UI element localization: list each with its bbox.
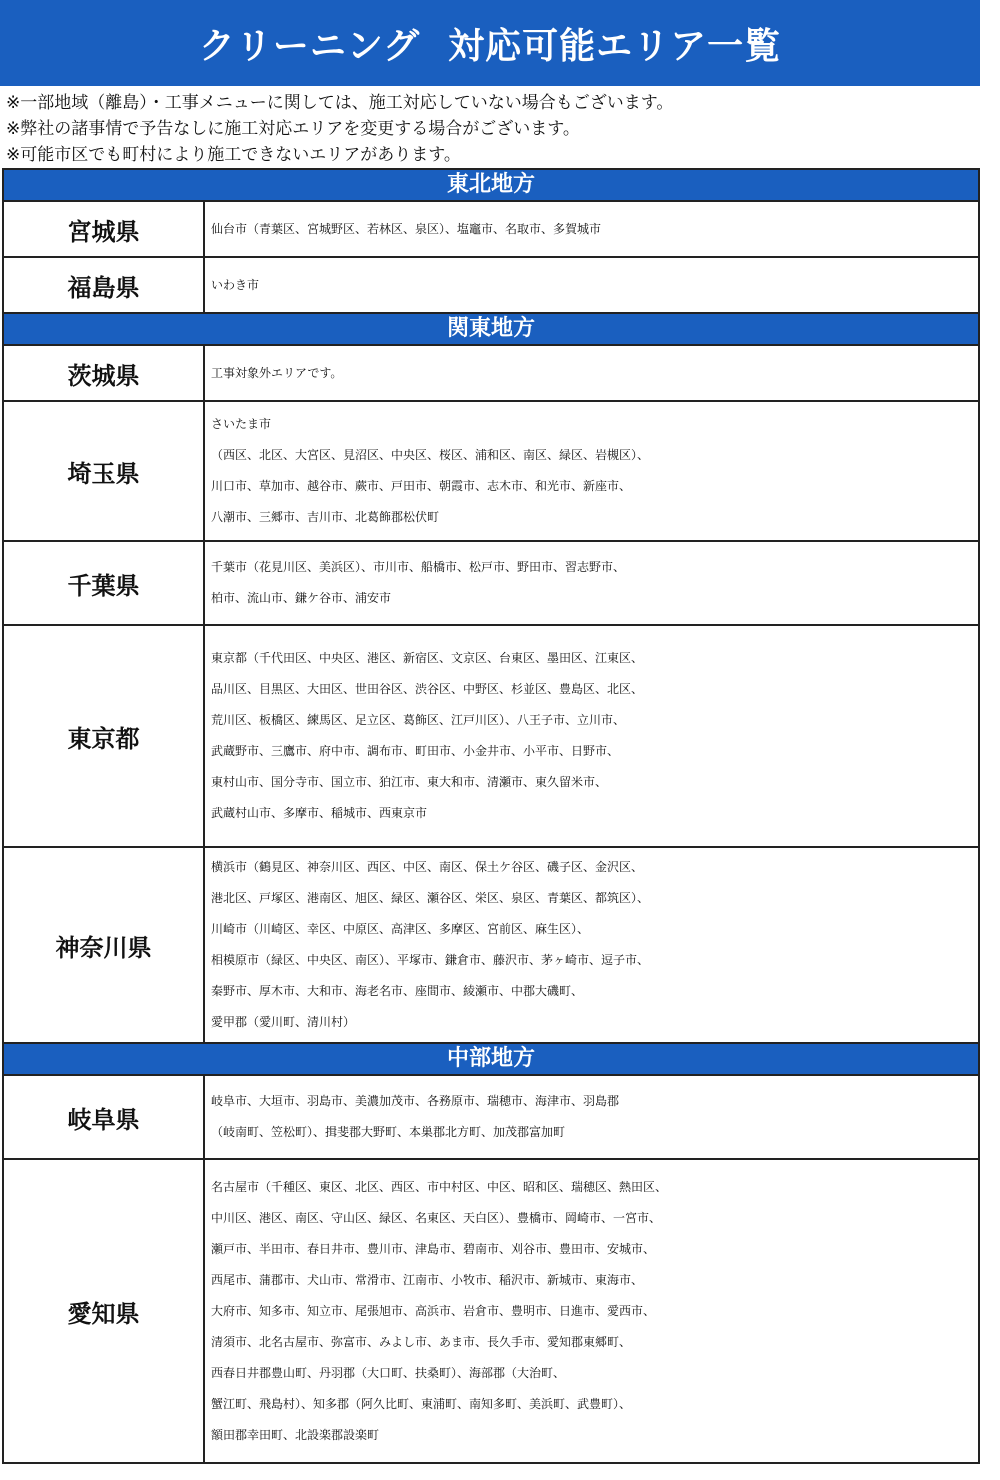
- city-line: 西尾市、蒲郡市、犬山市、常滑市、江南市、小牧市、稲沢市、新城市、東海市、: [211, 1272, 644, 1287]
- city-line: 名古屋市（千種区、東区、北区、西区、市中村区、中区、昭和区、瑞穂区、熱田区、: [211, 1179, 668, 1194]
- city-list: [204, 625, 979, 847]
- city-line: 瀬戸市、半田市、春日井市、豊川市、津島市、碧南市、刈谷市、豊田市、安城市、: [211, 1241, 656, 1256]
- area-table: [2, 168, 980, 1464]
- city-line: さいたま市: [211, 417, 272, 431]
- prefecture-row: [3, 345, 979, 401]
- city-line: 大府市、知多市、知立市、尾張旭市、高浜市、岩倉市、豊明市、日進市、愛西市、: [211, 1303, 656, 1318]
- city-list: [204, 1159, 979, 1463]
- city-line: 柏市、流山市、鎌ケ谷市、浦安市: [211, 591, 392, 605]
- city-list: [204, 541, 979, 625]
- prefecture-row: [3, 257, 979, 313]
- prefecture-row: [3, 201, 979, 257]
- city-line: 秦野市、厚木市、大和市、海老名市、座間市、綾瀬市、中郡大磯町、: [211, 984, 584, 998]
- note-line: ※可能市区でも町村により施工できないエリアがあります。: [6, 145, 461, 165]
- title-part-1: クリーニング: [198, 25, 421, 67]
- prefecture-name: 茨城県: [3, 345, 204, 401]
- page-title: [0, 0, 980, 86]
- prefecture-row: [3, 625, 979, 847]
- city-line: 工事対象外エリアです。: [211, 365, 343, 380]
- prefecture-name: 愛知県: [3, 1159, 204, 1463]
- region-name: 関東地方: [3, 313, 979, 345]
- city-line: 蟹江町、飛島村）、知多郡（阿久比町、東浦町、南知多町、美浜町、武豊町）、: [211, 1396, 632, 1411]
- city-line: 川口市、草加市、越谷市、蕨市、戸田市、朝霞市、志木市、和光市、新座市、: [211, 479, 632, 493]
- city-line: 愛甲郡（愛川町、清川村）: [211, 1015, 356, 1029]
- prefecture-name: 岐阜県: [3, 1075, 204, 1159]
- region-header-row: [3, 313, 979, 345]
- city-line: 八潮市、三郷市、吉川市、北葛飾郡松伏町: [211, 510, 440, 524]
- city-line: 東村山市、国分寺市、国立市、狛江市、東大和市、清瀬市、東久留米市、: [211, 775, 608, 789]
- prefecture-name: 埼玉県: [3, 401, 204, 541]
- region-name: 東北地方: [3, 169, 979, 201]
- city-line: 西春日井郡豊山町、丹羽郡（大口町、扶桑町）、海部郡（大治町、: [211, 1365, 566, 1380]
- city-line: 川崎市（川崎区、幸区、中原区、高津区、多摩区、宮前区、麻生区）、: [211, 922, 590, 936]
- city-line: 千葉市（花見川区、美浜区）、市川市、船橋市、松戸市、野田市、習志野市、: [211, 560, 626, 574]
- city-line: 仙台市（青葉区、宮城野区、若林区、泉区）、塩竈市、名取市、多賀城市: [211, 221, 602, 236]
- city-line: 額田郡幸田町、北設楽郡設楽町: [211, 1427, 380, 1442]
- city-line: 清須市、北名古屋市、弥富市、みよし市、あま市、長久手市、愛知郡東郷町、: [211, 1334, 632, 1349]
- city-line: 荒川区、板橋区、練馬区、足立区、葛飾区、江戸川区）、八王子市、立川市、: [211, 713, 626, 727]
- prefecture-name: 千葉県: [3, 541, 204, 625]
- city-line: 中川区、港区、南区、守山区、緑区、名東区、天白区）、豊橋市、岡崎市、一宮市、: [211, 1210, 662, 1225]
- prefecture-name: 東京都: [3, 625, 204, 847]
- city-line: （西区、北区、大宮区、見沼区、中央区、桜区、浦和区、南区、緑区、岩槻区）、: [211, 448, 650, 462]
- notes: [6, 90, 673, 168]
- city-list: [204, 201, 979, 257]
- city-line: 港北区、戸塚区、港南区、旭区、緑区、瀬谷区、栄区、泉区、青葉区、都筑区）、: [211, 891, 650, 905]
- city-line: 岐阜市、大垣市、羽島市、美濃加茂市、各務原市、瑞穂市、海津市、羽島郡: [211, 1094, 620, 1108]
- prefecture-row: [3, 401, 979, 541]
- prefecture-row: [3, 1159, 979, 1463]
- city-line: 相模原市（緑区、中央区、南区）、平塚市、鎌倉市、藤沢市、茅ヶ崎市、逗子市、: [211, 953, 650, 967]
- city-list: [204, 1075, 979, 1159]
- title-part-2: 対応可能エリア一覧: [448, 25, 782, 67]
- city-line: 横浜市（鶴見区、神奈川区、西区、中区、南区、保土ケ谷区、磯子区、金沢区、: [211, 860, 644, 874]
- prefecture-row: [3, 541, 979, 625]
- region-header-row: [3, 169, 979, 201]
- city-list: [204, 401, 979, 541]
- city-line: 武蔵野市、三鷹市、府中市、調布市、町田市、小金井市、小平市、日野市、: [211, 744, 620, 758]
- prefecture-name: 宮城県: [3, 201, 204, 257]
- region-name: 中部地方: [3, 1043, 979, 1075]
- city-line: いわき市: [211, 277, 260, 292]
- region-header-row: [3, 1043, 979, 1075]
- prefecture-name: 神奈川県: [3, 847, 204, 1043]
- city-line: 東京都（千代田区、中央区、港区、新宿区、文京区、台東区、墨田区、江東区、: [211, 651, 644, 665]
- city-list: [204, 847, 979, 1043]
- city-line: 品川区、目黒区、大田区、世田谷区、渋谷区、中野区、杉並区、豊島区、北区、: [211, 682, 644, 696]
- prefecture-name: 福島県: [3, 257, 204, 313]
- city-list: [204, 345, 979, 401]
- city-line: （岐南町、笠松町）、揖斐郡大野町、本巣郡北方町、加茂郡富加町: [211, 1125, 566, 1139]
- city-list: [204, 257, 979, 313]
- note-line: ※一部地域（離島）・工事メニューに関しては、施工対応していない場合もございます。: [6, 93, 674, 113]
- prefecture-row: [3, 847, 979, 1043]
- city-line: 武蔵村山市、多摩市、稲城市、西東京市: [211, 806, 428, 820]
- prefecture-row: [3, 1075, 979, 1159]
- note-line: ※弊社の諸事情で予告なしに施工対応エリアを変更する場合がございます。: [6, 119, 580, 139]
